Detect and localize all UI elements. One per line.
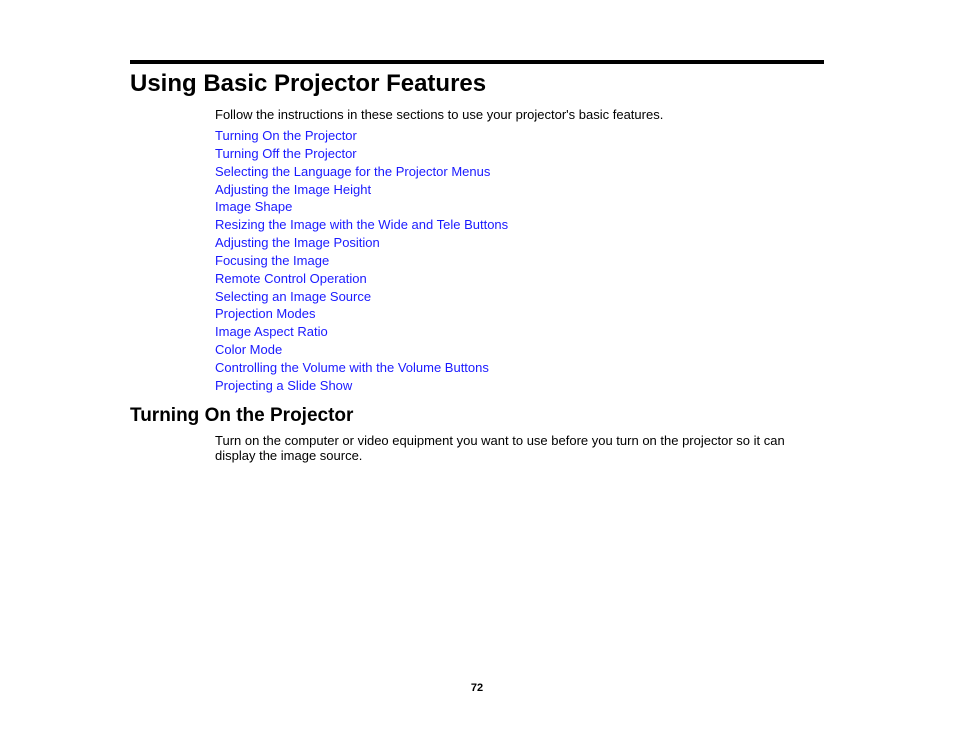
- list-item: [215, 127, 508, 145]
- list-item: [215, 288, 508, 306]
- list-item: [215, 377, 508, 395]
- link-adjusting-image-position[interactable]: Adjusting the Image Position: [215, 235, 380, 251]
- link-image-shape[interactable]: Image Shape: [215, 199, 293, 215]
- link-focusing-image[interactable]: Focusing the Image: [215, 252, 330, 268]
- list-item: [215, 163, 508, 181]
- intro-text: Follow the instructions in these sections to use your projector's basic features.: [215, 107, 664, 122]
- list-item: [215, 252, 508, 270]
- list-item: [215, 181, 508, 199]
- link-adjusting-image-height[interactable]: Adjusting the Image Height: [215, 181, 372, 197]
- link-resizing-image[interactable]: Resizing the Image with the Wide and Tele Buttons: [215, 217, 509, 233]
- link-projection-modes[interactable]: Projection Modes: [215, 306, 316, 322]
- section-links: [215, 127, 508, 395]
- link-remote-control-operation[interactable]: Remote Control Operation: [215, 270, 367, 286]
- link-turning-on-projector[interactable]: Turning On the Projector: [215, 128, 357, 143]
- page-number: 72: [470, 682, 484, 694]
- link-selecting-image-source[interactable]: Selecting an Image Source: [215, 288, 372, 304]
- list-item: [215, 305, 508, 323]
- link-color-mode[interactable]: Color Mode: [215, 342, 283, 358]
- list-item: [215, 198, 508, 216]
- list-item: [215, 323, 508, 341]
- title-rule: [130, 60, 824, 64]
- section-heading: Turning On the Projector: [130, 405, 354, 426]
- page-title: Using Basic Projector Features: [130, 70, 487, 97]
- link-turning-off-projector[interactable]: Turning Off the Projector: [215, 145, 357, 161]
- link-selecting-language[interactable]: Selecting the Language for the Projector Menus: [215, 163, 491, 179]
- link-controlling-volume[interactable]: Controlling the Volume with the Volume Buttons: [215, 359, 489, 375]
- list-item: [215, 145, 508, 163]
- section-body-text: Turn on the computer or video equipment you want to use before you turn on the projector so it can display the image source.: [215, 433, 785, 463]
- list-item: [215, 341, 508, 359]
- list-item: [215, 216, 508, 234]
- list-item: [215, 359, 508, 377]
- link-projecting-slide-show[interactable]: Projecting a Slide Show: [215, 377, 353, 393]
- list-item: [215, 234, 508, 252]
- list-item: [215, 270, 508, 288]
- link-image-aspect-ratio[interactable]: Image Aspect Ratio: [215, 324, 328, 340]
